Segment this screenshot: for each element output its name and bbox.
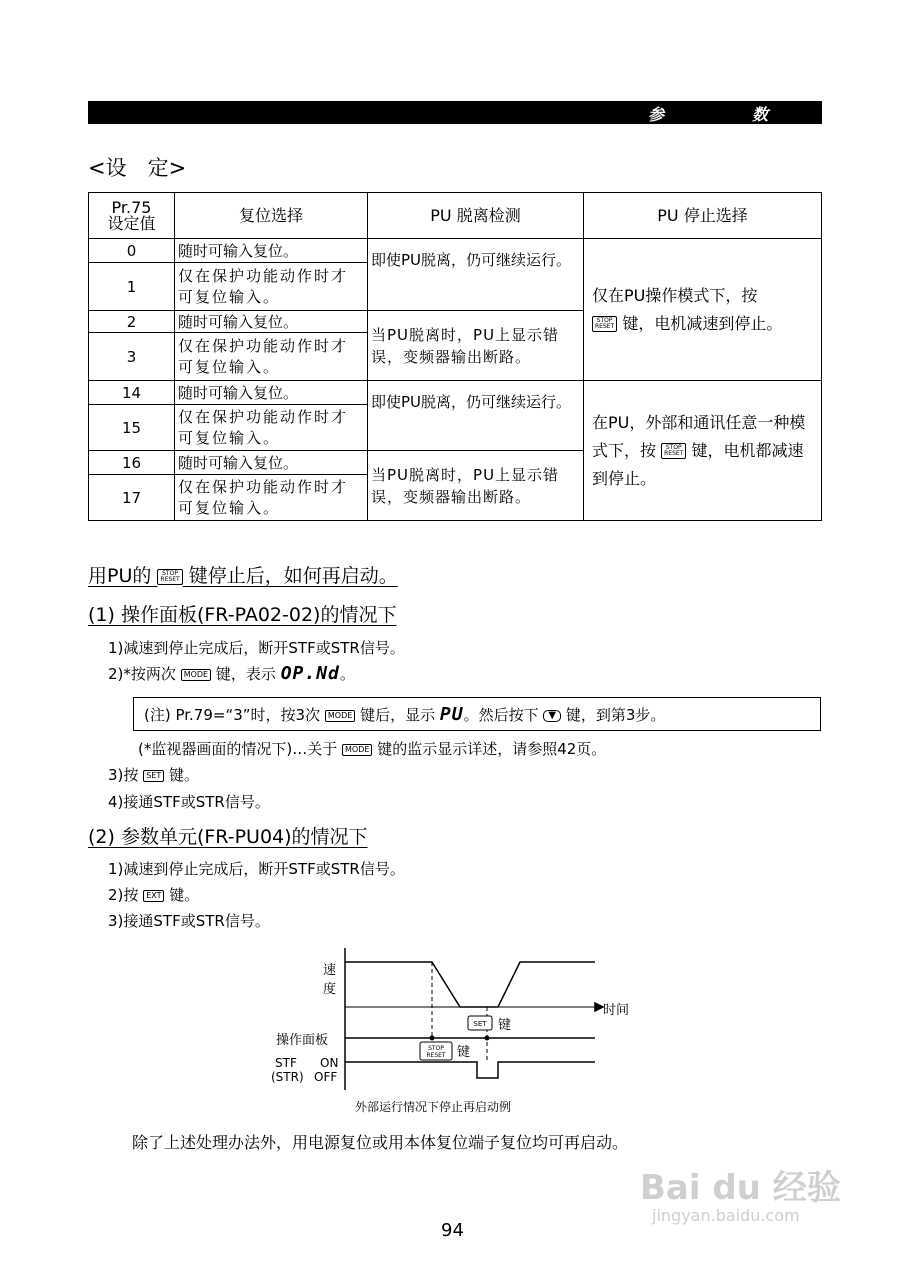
table-cell-detach: 当PU脱离时，PU上显示错误，变频器输出断路。: [368, 311, 584, 381]
svg-text:RESET: RESET: [426, 1052, 446, 1059]
stop-reset-key: STOP RESET: [592, 316, 617, 332]
table-cell-reset: 仅在保护功能动作时才可复位输入。: [175, 475, 368, 521]
table-cell-reset: 随时可输入复位。: [175, 381, 368, 405]
set-dot: [485, 1036, 490, 1041]
mode-key: MODE: [325, 710, 355, 722]
ext-key: EXT: [143, 890, 164, 902]
subsection-1-title: (1) 操作面板(FR-PA02-02)的情况下: [88, 604, 397, 626]
table-cell-detach: 即使PU脱离，仍可继续运行。: [368, 239, 584, 311]
s1-step2: 2)*按两次 MODE 键，表示 OP.Nd。: [108, 663, 355, 684]
table-cell-value: 14: [89, 381, 175, 405]
conclusion: 除了上述处理办法外，用电源复位或用本体复位端子复位均可再启动。: [132, 1133, 629, 1152]
header-pr: Pr.75 设定值: [89, 193, 175, 239]
set-key-word: 键: [498, 1018, 512, 1033]
stop-reset-key: STOP RESET: [661, 443, 686, 459]
set-key-icon: [468, 1016, 492, 1030]
watermark-brand: Bai du 经验: [640, 1168, 841, 1208]
display-pu: PU: [439, 704, 464, 725]
stf-signal: [345, 1062, 595, 1078]
table-cell-value: 1: [89, 263, 175, 311]
table-cell-value: 15: [89, 405, 175, 451]
stf-label: STF: [275, 1056, 297, 1070]
s2-step2: 2)按 EXT 键。: [108, 886, 200, 904]
time-label: 时间: [603, 1003, 630, 1018]
stop-reset-key: STOP RESET: [157, 569, 182, 585]
table-cell-reset: 随时可输入复位。: [175, 451, 368, 475]
diagram-caption: 外部运行情况下停止再启动例: [355, 1100, 512, 1114]
restart-title: 用PU的 STOP RESET 键停止后，如何再启动。: [88, 565, 398, 587]
stop-key-word: 键: [457, 1045, 471, 1060]
on-label: ON: [320, 1056, 339, 1070]
timing-diagram: [260, 940, 660, 1125]
header-title-a: 参: [648, 105, 666, 124]
header-bar: [88, 101, 822, 124]
watermark-url: jingyan.baidu.com: [652, 1206, 800, 1225]
time-arrow: [595, 1003, 603, 1011]
table-cell-reset: 仅在保护功能动作时才可复位输入。: [175, 333, 368, 381]
str-label: (STR): [271, 1070, 304, 1084]
set-key: SET: [143, 770, 164, 782]
table-cell-value: 2: [89, 311, 175, 333]
down-key: ▼: [543, 710, 561, 722]
mode-key: MODE: [181, 669, 211, 681]
svg-text:STOP: STOP: [428, 1045, 444, 1052]
speed-label-2: 度: [323, 982, 337, 997]
table-cell-stop-all: 在PU，外部和通讯任意一种模式下，按 STOP RESET 键，电机都减速到停止。: [584, 381, 822, 521]
page-number: 94: [441, 1220, 464, 1241]
subsection-2-title: (2) 参数单元(FR-PU04)的情况下: [88, 826, 368, 848]
header-pu-stop: PU 停止选择: [584, 193, 822, 239]
s1-step3: 3)按 SET 键。: [108, 766, 200, 784]
header-title-b: 数: [752, 105, 770, 124]
panel-label: 操作面板: [276, 1033, 329, 1048]
display-opnd: OP.Nd: [280, 663, 340, 684]
stop-dot: [430, 1036, 435, 1041]
svg-text:SET: SET: [473, 1020, 487, 1028]
table-cell-reset: 仅在保护功能动作时才可复位输入。: [175, 405, 368, 451]
mode-key: MODE: [342, 744, 372, 756]
s1-step1: 1)减速到停止完成后，断开STF或STR信号。: [108, 639, 405, 657]
speed-label-1: 速: [323, 963, 337, 978]
speed-curve: [345, 962, 595, 1007]
table-cell-reset: 随时可输入复位。: [175, 239, 368, 263]
s2-step1: 1)减速到停止完成后，断开STF或STR信号。: [108, 860, 405, 878]
table-cell-value: 3: [89, 333, 175, 381]
table-cell-value: 0: [89, 239, 175, 263]
s1-step4: 4)接通STF或STR信号。: [108, 793, 270, 811]
table-cell-detach: 即使PU脱离，仍可继续运行。: [368, 381, 584, 451]
table-cell-value: 17: [89, 475, 175, 521]
monitor-note: (*监视器画面的情况下)…关于 MODE 键的监示显示详述，请参照42页。: [138, 740, 607, 758]
table-cell-stop-pu: 仅在PU操作模式下，按 STOP RESET 键，电机减速到停止。: [584, 239, 822, 381]
table-cell-value: 16: [89, 451, 175, 475]
section-title: <设 定>: [88, 156, 187, 180]
parameter-table: [88, 192, 822, 521]
stop-reset-key-icon: [420, 1042, 452, 1060]
s2-step3: 3)接通STF或STR信号。: [108, 912, 270, 930]
table-cell-detach: 当PU脱离时，PU上显示错误，变频器输出断路。: [368, 451, 584, 521]
note-text: (注) Pr.79=“3”时，按3次 MODE 键后，显示 PU。然后按下 ▼ 键，到第3步。: [144, 704, 666, 725]
off-label: OFF: [314, 1070, 338, 1084]
table-cell-reset: 随时可输入复位。: [175, 311, 368, 333]
table-cell-reset: 仅在保护功能动作时才可复位输入。: [175, 263, 368, 311]
header-pu-detach: PU 脱离检测: [368, 193, 584, 239]
header-reset: 复位选择: [175, 193, 368, 239]
